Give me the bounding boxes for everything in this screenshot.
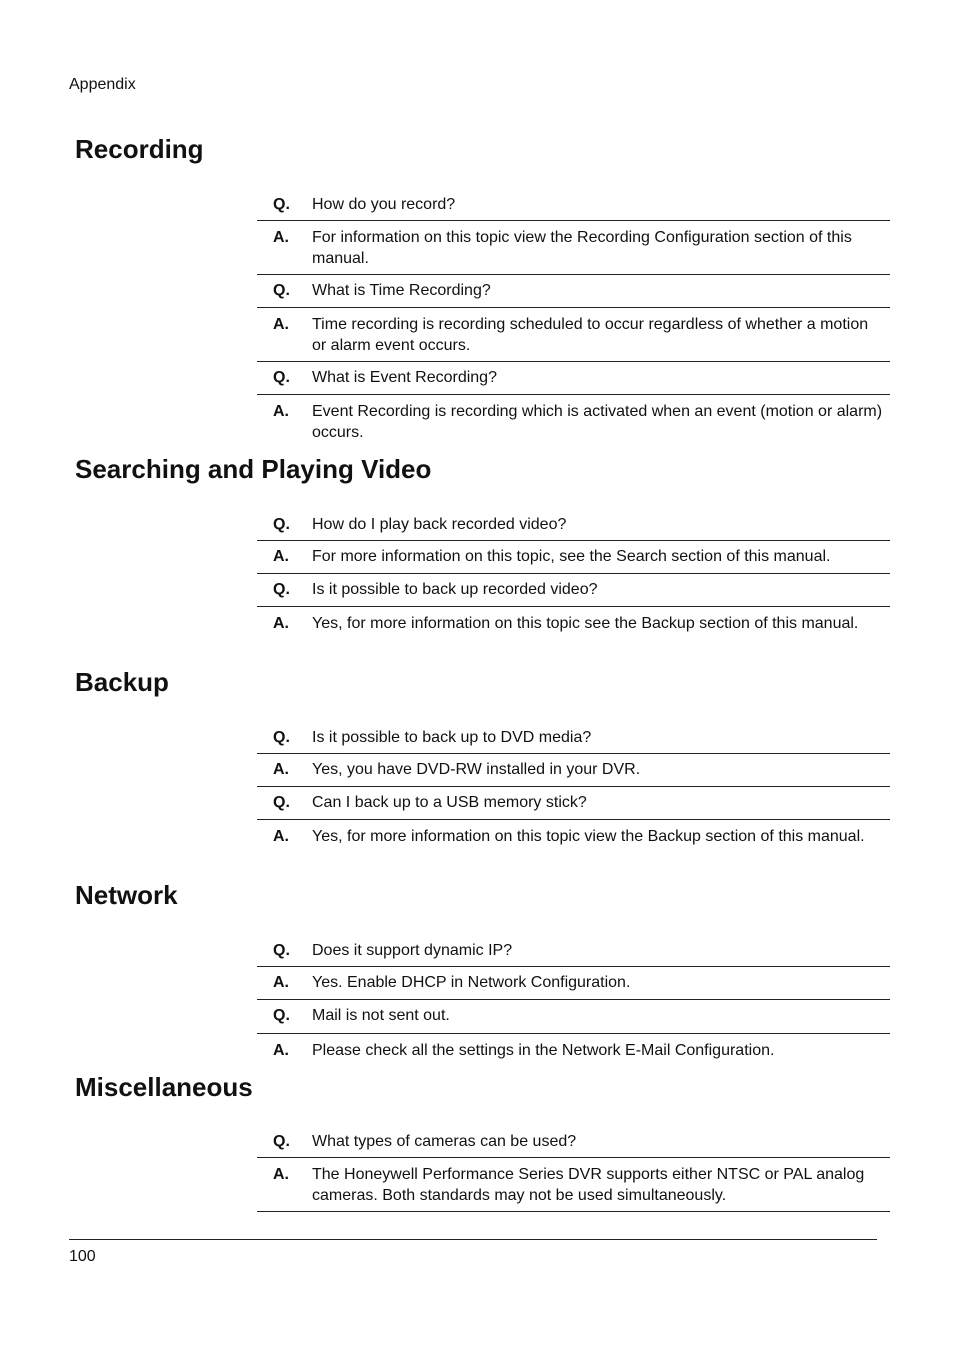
question-row — [257, 275, 890, 308]
answer-row — [257, 221, 890, 275]
question-row — [257, 929, 890, 967]
answer-text: Yes, you have DVD-RW installed in your DVR. — [312, 761, 641, 778]
question-marker: Q. — [273, 1007, 290, 1024]
qa-table — [257, 1121, 890, 1212]
question-text: How do I play back recorded video? — [312, 516, 567, 533]
answer-marker: A. — [273, 974, 289, 991]
question-marker: Q. — [273, 729, 290, 746]
question-marker: Q. — [273, 1133, 290, 1150]
answer-row — [257, 1158, 890, 1212]
question-text: What types of cameras can be used? — [312, 1133, 577, 1150]
qa-table — [257, 929, 890, 1067]
section-title: Network — [75, 880, 178, 910]
qa-table — [257, 716, 890, 874]
question-row — [257, 503, 890, 541]
answer-marker: A. — [273, 316, 289, 333]
answer-row — [257, 1034, 890, 1067]
answer-marker: A. — [273, 548, 289, 565]
question-text: What is Event Recording? — [312, 369, 497, 386]
answer-marker: A. — [273, 403, 289, 420]
question-text: Mail is not sent out. — [312, 1007, 450, 1024]
question-marker: Q. — [273, 516, 290, 533]
section-title: Recording — [75, 134, 204, 164]
answer-marker: A. — [273, 761, 289, 778]
question-text: Is it possible to back up to DVD media? — [312, 729, 592, 746]
question-marker: Q. — [273, 794, 290, 811]
question-row — [257, 716, 890, 754]
answer-text: For information on this topic view the Recording Configuration section of this manual. — [312, 229, 852, 267]
page-number: 100 — [69, 1248, 96, 1265]
answer-row — [257, 607, 890, 661]
answer-marker: A. — [273, 615, 289, 632]
answer-row — [257, 308, 890, 362]
answer-text: Time recording is recording scheduled to occur regardless of whether a motion or alarm event occurs. — [312, 316, 869, 354]
answer-row — [257, 967, 890, 1000]
question-text: Can I back up to a USB memory stick? — [312, 794, 587, 811]
question-marker: Q. — [273, 196, 290, 213]
answer-text: Event Recording is recording which is activated when an event (motion or alarm) occurs. — [312, 403, 883, 441]
question-marker: Q. — [273, 942, 290, 959]
question-row — [257, 183, 890, 221]
answer-text: Please check all the settings in the Network E-Mail Configuration. — [312, 1042, 775, 1059]
question-text: Is it possible to back up recorded video? — [312, 581, 598, 598]
question-row — [257, 1121, 890, 1158]
footer-rule — [69, 1239, 877, 1240]
answer-text: Yes. Enable DHCP in Network Configuration. — [312, 974, 631, 991]
running-head: Appendix — [69, 76, 136, 93]
qa-table — [257, 183, 890, 449]
answer-marker: A. — [273, 229, 289, 246]
question-text: Does it support dynamic IP? — [312, 942, 513, 959]
question-row — [257, 574, 890, 607]
answer-row — [257, 541, 890, 574]
answer-row — [257, 395, 890, 449]
answer-text: Yes, for more information on this topic see the Backup section of this manual. — [312, 615, 859, 632]
question-text: How do you record? — [312, 196, 456, 213]
question-text: What is Time Recording? — [312, 282, 491, 299]
answer-marker: A. — [273, 828, 289, 845]
answer-row — [257, 754, 890, 787]
answer-text: For more information on this topic, see the Search section of this manual. — [312, 548, 831, 565]
question-marker: Q. — [273, 581, 290, 598]
question-row — [257, 787, 890, 820]
answer-row — [257, 820, 890, 874]
question-marker: Q. — [273, 282, 290, 299]
question-row — [257, 1000, 890, 1034]
section-title: Searching and Playing Video — [75, 454, 432, 484]
answer-text: The Honeywell Performance Series DVR supports either NTSC or PAL analog cameras. Both standards may not be used simultaneously. — [312, 1166, 865, 1204]
answer-text: Yes, for more information on this topic view the Backup section of this manual. — [312, 828, 865, 845]
question-marker: Q. — [273, 369, 290, 386]
section-title: Backup — [75, 667, 169, 697]
section-title: Miscellaneous — [75, 1072, 253, 1102]
answer-marker: A. — [273, 1042, 289, 1059]
qa-table — [257, 503, 890, 661]
answer-marker: A. — [273, 1166, 289, 1183]
question-row — [257, 362, 890, 395]
